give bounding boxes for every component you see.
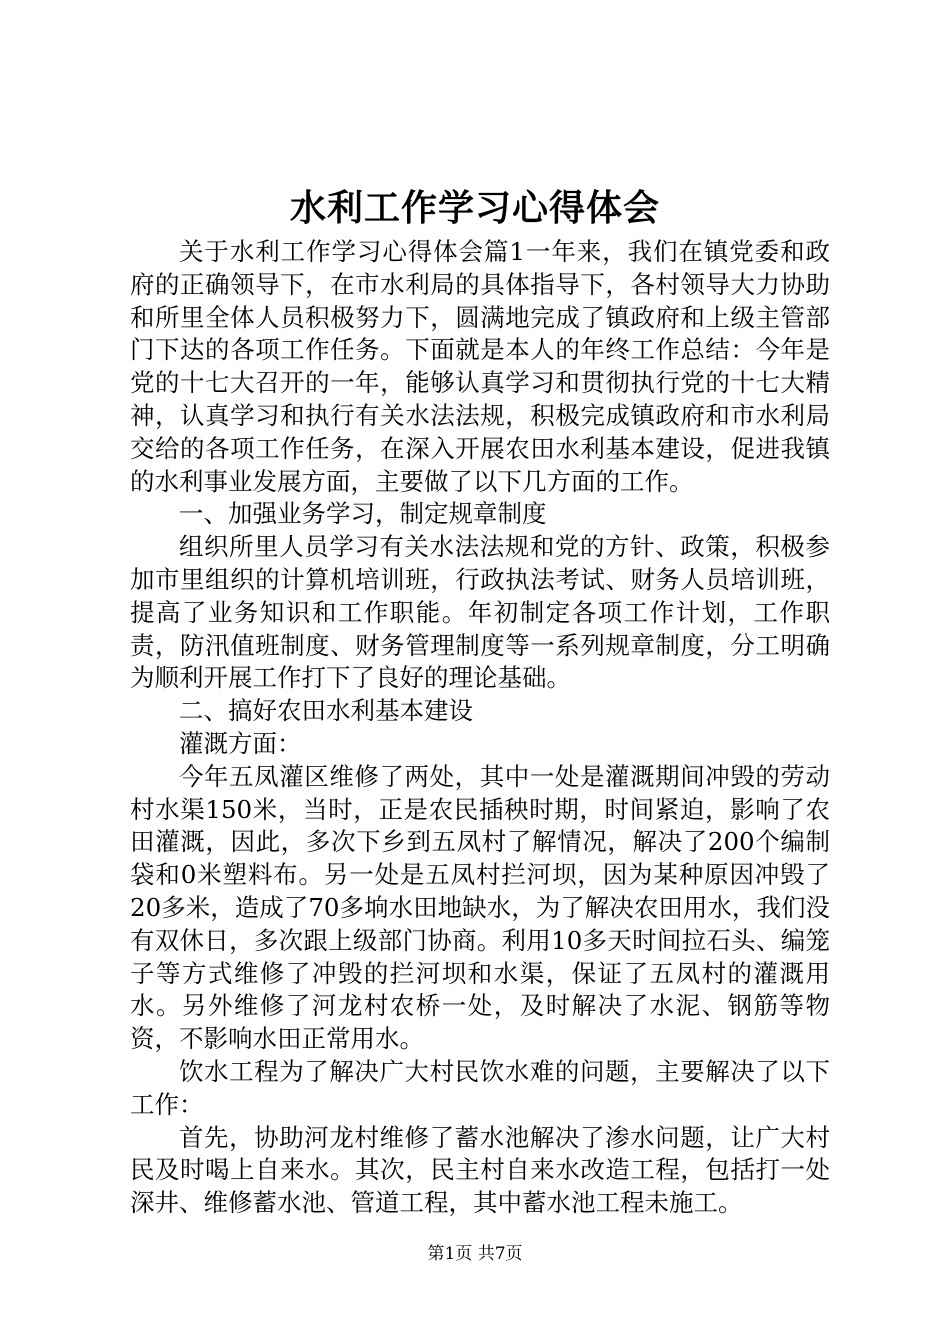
- page-footer: 第1页 共7页: [427, 1244, 523, 1264]
- section-heading-1: 一、加强业务学习，制定规章制度: [179, 499, 547, 529]
- paragraph-study: 组织所里人员学习有关水法法规和党的方针、政策，积极参加市里组织的计算机培训班，行政执法考试、财务人员培训班，提高了业务知识和工作职能。年初制定各项工作计划，工作职责，防汛值班制度、财务管理制度等一系列规章制度，分工明确为顺利开展工作打下了良好的理论基础。: [130, 532, 830, 693]
- paragraph-intro: 关于水利工作学习心得体会篇1一年来，我们在镇党委和政府的正确领导下，在市水利局的具体指导下，各村领导大力协助和所里全体人员积极努力下，圆满地完成了镇政府和上级主管部门下达的各项工作任务。下面就是本人的年终工作总结：今年是党的十七大召开的一年，能够认真学习和贯彻执行党的十七大精神，认真学习和执行有关水法法规，积极完成镇政府和市水利局交给的各项工作任务，在深入开展农田水利基本建设，促进我镇的水利事业发展方面，主要做了以下几方面的工作。: [130, 237, 830, 496]
- document-body: [130, 236, 830, 1220]
- document-title: 水利工作学习心得体会: [289, 188, 660, 229]
- paragraph-irrigation: 今年五凤灌区维修了两处，其中一处是灌溉期间冲毁的劳动村水渠150米，当时，正是农民插秧时期，时间紧迫，影响了农田灌溉，因此，多次下乡到五凤村了解情况，解决了200个编制袋和0米塑料布。另一处是五凤村拦河坝，因为某种原因冲毁了20多米，造成了70多垧水田地缺水，为了解决农田用水，我们没有双休日，多次跟上级部门协商。利用10多天时间拉石头、编笼子等方式维修了冲毁的拦河坝和水渠，保证了五凤村的灌溉用水。另外维修了河龙村农桥一处，及时解决了水泥、钢筋等物资，不影响水田正常用水。: [130, 761, 830, 1054]
- paragraph-drinking-water: 饮水工程为了解决广大村民饮水难的问题，主要解决了以下工作：: [130, 1056, 830, 1119]
- paragraph-first: 首先，协助河龙村维修了蓄水池解决了渗水问题，让广大村民及时喝上自来水。其次，民主村自来水改造工程，包括打一处深井、维修蓄水池、管道工程，其中蓄水池工程未施工。: [130, 1122, 830, 1218]
- subsection-irrigation: 灌溉方面：: [179, 728, 302, 758]
- section-heading-2: 二、搞好农田水利基本建设: [179, 696, 473, 726]
